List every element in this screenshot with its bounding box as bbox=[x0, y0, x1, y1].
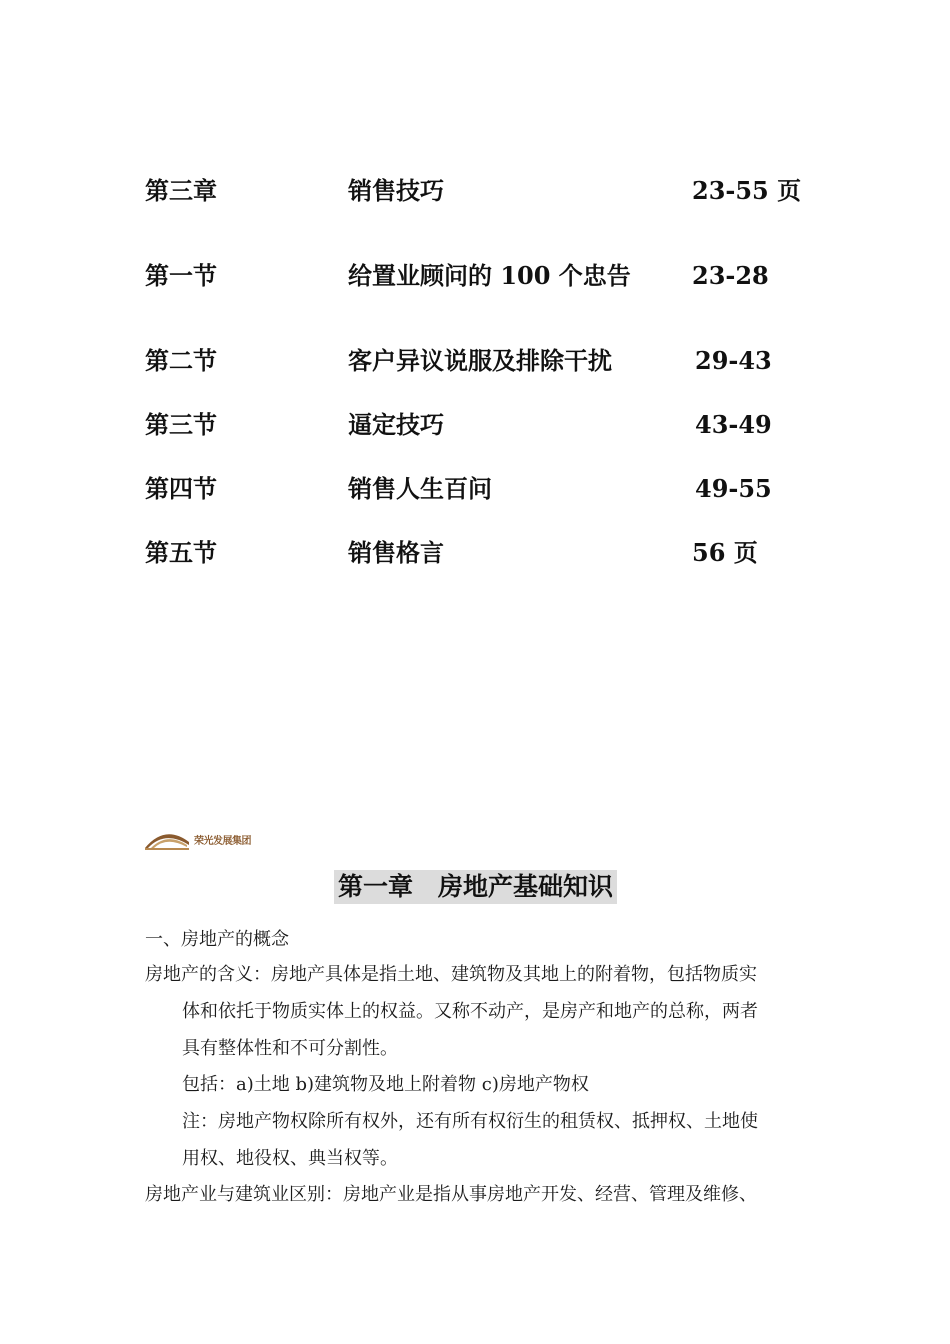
toc-pages: 29-43 bbox=[695, 346, 772, 375]
paragraph-line: 房地产的含义：房地产具体是指土地、建筑物及其地上的附着物，包括物质实 bbox=[145, 964, 757, 985]
toc-row-section3 bbox=[0, 405, 950, 445]
toc-pages: 23-28 bbox=[692, 261, 769, 290]
arch-logo-icon bbox=[143, 826, 193, 852]
chapter-title: 第一章 房地产基础知识 bbox=[334, 870, 617, 904]
company-logo bbox=[143, 826, 253, 852]
toc-row-section4 bbox=[0, 469, 950, 509]
toc-title: 销售人生百问 bbox=[348, 474, 492, 503]
paragraph-line: 体和依托于物质实体上的权益。又称不动产，是房产和地产的总称，两者 bbox=[182, 1001, 758, 1022]
toc-title: 销售技巧 bbox=[348, 176, 444, 205]
toc-label: 第五节 bbox=[145, 538, 217, 567]
section-heading: 一、房地产的概念 bbox=[145, 929, 289, 950]
toc-pages: 49-55 bbox=[695, 474, 772, 503]
paragraph-line: 注：房地产物权除所有权外，还有所有权衍生的租赁权、抵押权、土地使 bbox=[182, 1111, 758, 1132]
toc-pages: 23-55 页 bbox=[692, 176, 802, 205]
toc-row-section5 bbox=[0, 533, 950, 573]
paragraph-line: 用权、地役权、典当权等。 bbox=[182, 1148, 398, 1169]
paragraph-line: 房地产业与建筑业区别：房地产业是指从事房地产开发、经营、管理及维修、 bbox=[145, 1184, 757, 1205]
toc-row-section2 bbox=[0, 341, 950, 381]
paragraph-line: 具有整体性和不可分割性。 bbox=[182, 1038, 398, 1059]
toc-title: 客户异议说服及排除干扰 bbox=[348, 346, 612, 375]
toc-pages: 43-49 bbox=[695, 410, 772, 439]
toc-label: 第一节 bbox=[145, 261, 217, 290]
toc-label: 第二节 bbox=[145, 346, 217, 375]
toc-title: 销售格言 bbox=[348, 538, 444, 567]
toc-label: 第三节 bbox=[145, 410, 217, 439]
toc-label: 第三章 bbox=[145, 176, 217, 205]
logo-text: 荣光发展集团 bbox=[194, 836, 251, 847]
toc-title: 给置业顾问的 100 个忠告 bbox=[348, 261, 631, 290]
paragraph-line: 包括：a)土地 b)建筑物及地上附着物 c)房地产物权 bbox=[182, 1074, 589, 1095]
toc-row-chapter3 bbox=[0, 171, 950, 211]
toc-title: 逼定技巧 bbox=[348, 410, 444, 439]
toc-label: 第四节 bbox=[145, 474, 217, 503]
toc-pages: 56 页 bbox=[692, 538, 758, 567]
toc-row-section1 bbox=[0, 256, 950, 296]
